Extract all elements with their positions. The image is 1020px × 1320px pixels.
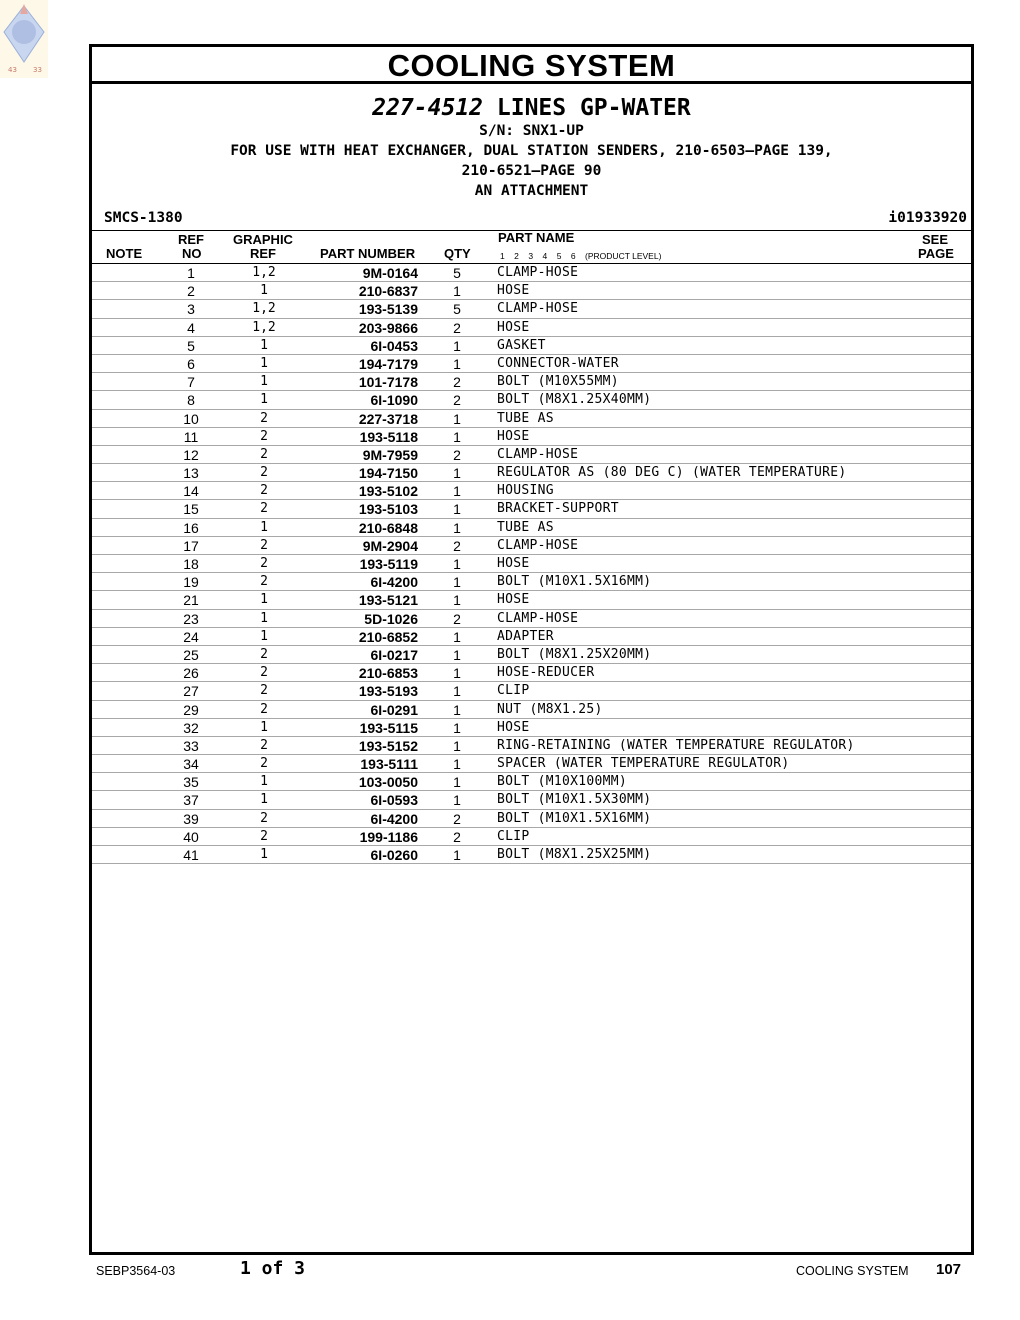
graphic-ref: 1,2: [252, 301, 276, 317]
part-name: CLAMP-HOSE: [497, 610, 579, 626]
column-headers: [92, 231, 971, 264]
graphic-ref: 2: [260, 537, 268, 553]
graphic-ref: 2: [260, 556, 268, 571]
table-row: [92, 519, 971, 537]
usage-note-line-2: 210-6521—PAGE 90: [461, 163, 602, 179]
table-row: [92, 428, 971, 446]
graphic-ref: 2: [260, 683, 268, 699]
ref-no: 24: [183, 628, 199, 645]
ref-no: 40: [183, 828, 199, 845]
part-name: HOSE-REDUCER: [497, 665, 595, 681]
col-note: NOTE: [106, 246, 143, 261]
part-number: 193-5111: [360, 756, 418, 773]
table-row: [92, 573, 971, 591]
graphic-ref: 1,2: [252, 319, 276, 335]
graphic-ref: 1: [260, 719, 268, 735]
part-number: 6I-1090: [370, 392, 418, 409]
part-number: 6I-0291: [370, 701, 418, 718]
table-row: [92, 719, 971, 737]
ref-no: 37: [183, 792, 199, 809]
table-row: [92, 282, 971, 300]
quantity: 2: [453, 319, 461, 336]
ref-no: 21: [183, 592, 199, 609]
part-number: 193-5152: [358, 737, 418, 754]
graphic-ref: 2: [260, 501, 268, 517]
part-name: RING-RETAINING (WATER TEMPERATURE REGULATOR): [497, 737, 855, 753]
ref-no: 14: [183, 483, 199, 500]
part-name: HOUSING: [497, 483, 554, 499]
quantity: 1: [453, 483, 461, 500]
part-number: 9M-0164: [362, 265, 418, 281]
table-row: [92, 464, 971, 482]
quantity: 1: [453, 737, 461, 754]
part-name: TUBE AS: [497, 410, 554, 426]
quantity: 1: [453, 428, 461, 445]
quantity: 1: [453, 683, 461, 700]
quantity: 2: [453, 610, 461, 627]
quantity: 1: [453, 410, 461, 427]
quantity: 2: [453, 374, 461, 391]
page-number: 107: [936, 1261, 962, 1278]
graphic-ref: 1: [260, 355, 268, 371]
col-see-top: SEE: [922, 232, 949, 247]
quantity: 5: [453, 265, 461, 281]
part-name: HOSE: [497, 592, 530, 608]
quantity: 1: [453, 719, 461, 736]
part-name: CLAMP-HOSE: [497, 301, 579, 317]
col-part-number: PART NUMBER: [320, 246, 416, 261]
part-number: 6I-0593: [370, 792, 418, 809]
part-number: 210-6853: [358, 665, 418, 682]
usage-note-line-1: FOR USE WITH HEAT EXCHANGER, DUAL STATION SENDERS, 210-6503—PAGE 139,: [230, 143, 833, 159]
part-name: BOLT (M10X1.5X30MM): [497, 792, 652, 808]
graphic-ref: 2: [260, 410, 268, 426]
quantity: 1: [453, 756, 461, 773]
quantity: 1: [453, 574, 461, 591]
part-number: 210-6837: [358, 283, 418, 300]
part-number: 193-5139: [358, 301, 418, 318]
ref-no: 5: [187, 337, 195, 354]
ref-no: 26: [183, 665, 199, 682]
part-name: HOSE: [497, 319, 530, 335]
ref-no: 17: [183, 537, 199, 554]
table-row: [92, 410, 971, 428]
table-row: [92, 373, 971, 391]
ref-no: 3: [187, 301, 195, 318]
part-number: 194-7179: [358, 355, 418, 372]
graphic-ref: 1: [260, 337, 268, 353]
part-name: CLIP: [497, 683, 530, 699]
ref-no: 41: [183, 847, 199, 863]
graphic-ref: 2: [260, 574, 268, 590]
ref-no: 35: [183, 774, 199, 791]
col-graphic-top: GRAPHIC: [233, 232, 293, 247]
page-title: COOLING SYSTEM: [92, 47, 971, 84]
ref-no: 16: [183, 519, 199, 536]
part-name: BOLT (M10X1.5X16MM): [497, 574, 652, 590]
quantity: 1: [453, 628, 461, 645]
group-header: [92, 84, 971, 231]
quantity: 1: [453, 337, 461, 354]
part-number: 193-5121: [358, 592, 418, 609]
ref-no: 19: [183, 574, 199, 591]
part-number: 193-5103: [358, 501, 418, 518]
part-number: 194-7150: [358, 465, 418, 482]
quantity: 1: [453, 774, 461, 791]
quantity: 1: [453, 646, 461, 663]
part-number: 210-6848: [358, 519, 418, 536]
col-part-name: PART NAME: [498, 230, 575, 245]
ref-no: 13: [183, 465, 199, 482]
part-number: 6I-0453: [370, 337, 418, 354]
table-row: [92, 482, 971, 500]
quantity: 1: [453, 465, 461, 482]
graphic-ref: 1: [260, 283, 268, 299]
table-row: [92, 755, 971, 773]
quantity: 5: [453, 301, 461, 318]
part-number: 210-6852: [358, 628, 418, 645]
graphic-ref: 1: [260, 628, 268, 644]
quantity: 1: [453, 665, 461, 682]
ref-no: 25: [183, 646, 199, 663]
graphic-ref: 2: [260, 483, 268, 499]
part-number: 9M-2904: [362, 537, 418, 554]
part-name: NUT (M8X1.25): [497, 701, 603, 717]
table-row: [92, 664, 971, 682]
graphic-ref: 2: [260, 465, 268, 481]
graphic-ref: 2: [260, 828, 268, 844]
part-number: 101-7178: [358, 374, 418, 391]
graphic-ref: 1: [260, 392, 268, 408]
quantity: 1: [453, 592, 461, 609]
table-row: [92, 337, 971, 355]
part-name: BOLT (M10X55MM): [497, 374, 619, 390]
logo-number-right: 33: [33, 66, 42, 74]
part-name: CLAMP-HOSE: [497, 265, 579, 280]
part-number: 193-5102: [358, 483, 418, 500]
part-number: 193-5119: [359, 556, 418, 572]
ref-no: 32: [183, 719, 199, 736]
graphic-ref: 2: [260, 665, 268, 681]
ref-no: 12: [183, 446, 199, 463]
part-number: 6I-4200: [370, 810, 418, 827]
quantity: 2: [453, 537, 461, 554]
part-name: GASKET: [497, 337, 546, 353]
quantity: 2: [453, 392, 461, 409]
table-row: [92, 737, 971, 755]
document-id: SEBP3564-03: [96, 1264, 176, 1278]
ref-no: 7: [187, 374, 195, 391]
page-footer: [0, 1258, 1020, 1288]
table-row: [92, 446, 971, 464]
quantity: 1: [453, 355, 461, 372]
quantity: 1: [453, 519, 461, 536]
graphic-ref: 1: [260, 374, 268, 390]
part-name: CLIP: [497, 828, 530, 844]
company-logo: [0, 0, 48, 78]
table-row: [92, 701, 971, 719]
part-name: HOSE: [497, 283, 530, 299]
part-name: HOSE: [497, 556, 530, 571]
smcs-code: SMCS-1380: [104, 210, 183, 226]
part-number: 227-3718: [358, 410, 418, 427]
ref-no: 10: [183, 410, 199, 427]
parts-list: [92, 264, 971, 864]
graphic-ref: 2: [260, 446, 268, 462]
graphic-ref: 1: [260, 792, 268, 808]
part-name: BOLT (M8X1.25X40MM): [497, 392, 652, 408]
table-row: [92, 300, 971, 318]
quantity: 1: [453, 556, 461, 572]
col-product-levels: 1 2 3 4 5 6 (PRODUCT LEVEL): [500, 251, 662, 261]
table-row: [92, 610, 971, 628]
part-name: SPACER (WATER TEMPERATURE REGULATOR): [497, 756, 790, 772]
part-name: ADAPTER: [497, 628, 554, 644]
graphic-ref: 1: [260, 847, 268, 862]
table-row: [92, 355, 971, 373]
table-row: [92, 591, 971, 609]
table-row: [92, 810, 971, 828]
part-number: 5D-1026: [364, 610, 418, 627]
graphic-ref: 2: [260, 701, 268, 717]
ref-no: 34: [183, 756, 199, 773]
ref-no: 39: [183, 810, 199, 827]
quantity: 2: [453, 828, 461, 845]
quantity: 1: [453, 701, 461, 718]
graphic-ref: 2: [260, 428, 268, 444]
part-number: 193-5115: [359, 719, 418, 736]
table-row: [92, 682, 971, 700]
table-row: [92, 537, 971, 555]
col-qty: QTY: [444, 246, 471, 261]
part-name: TUBE AS: [497, 519, 554, 535]
ref-no: 23: [183, 610, 199, 627]
quantity: 2: [453, 446, 461, 463]
part-name: REGULATOR AS (80 DEG C) (WATER TEMPERATURE): [497, 465, 847, 481]
part-name: HOSE: [497, 719, 530, 735]
ref-no: 4: [187, 319, 195, 336]
parts-page-frame: [89, 44, 974, 1255]
part-number: 203-9866: [358, 319, 418, 336]
page-of: 1 of 3: [240, 1258, 306, 1279]
table-row: [92, 391, 971, 409]
ref-no: 1: [187, 265, 195, 281]
part-name: BRACKET-SUPPORT: [497, 501, 619, 517]
part-number: 193-5118: [359, 428, 418, 445]
col-graphic-bottom: REF: [250, 246, 276, 261]
part-number: 199-1186: [359, 828, 418, 845]
quantity: 1: [453, 283, 461, 300]
quantity: 1: [453, 847, 461, 863]
part-number: 193-5193: [358, 683, 418, 700]
part-name: CLAMP-HOSE: [497, 446, 579, 462]
table-row: [92, 500, 971, 518]
ref-no: 29: [183, 701, 199, 718]
ref-no: 6: [187, 355, 195, 372]
part-name: CLAMP-HOSE: [497, 537, 579, 553]
illustration-id: i01933920: [888, 210, 967, 226]
table-row: [92, 628, 971, 646]
graphic-ref: 2: [260, 756, 268, 772]
quantity: 1: [453, 792, 461, 809]
part-name: HOSE: [497, 428, 530, 444]
table-row: [92, 773, 971, 791]
group-part-name: LINES GP-WATER: [496, 95, 691, 121]
ref-no: 33: [183, 737, 199, 754]
ref-no: 2: [187, 283, 195, 300]
col-ref-bottom: NO: [182, 246, 202, 261]
group-title: [92, 94, 971, 122]
table-row: [92, 646, 971, 664]
graphic-ref: 1: [260, 774, 268, 790]
quantity: 1: [453, 501, 461, 518]
ref-no: 11: [183, 428, 199, 445]
ref-no: 18: [183, 556, 199, 572]
table-row: [92, 555, 971, 573]
ref-no: 8: [187, 392, 195, 409]
graphic-ref: 2: [260, 646, 268, 662]
graphic-ref: 1,2: [252, 265, 276, 280]
ref-no: 27: [183, 683, 199, 700]
col-ref-top: REF: [178, 232, 204, 247]
table-row: [92, 846, 971, 864]
table-row: [92, 319, 971, 337]
graphic-ref: 2: [260, 810, 268, 826]
table-row: [92, 828, 971, 846]
graphic-ref: 1: [260, 592, 268, 608]
part-number: 6I-0260: [370, 847, 418, 863]
group-part-number: 227-4512: [372, 95, 484, 121]
ref-no: 15: [183, 501, 199, 518]
col-see-bottom: PAGE: [918, 246, 954, 261]
graphic-ref: 1: [260, 519, 268, 535]
part-number: 9M-7959: [362, 446, 418, 463]
graphic-ref: 1: [260, 610, 268, 626]
part-number: 6I-4200: [370, 574, 418, 591]
table-row: [92, 264, 971, 282]
part-name: BOLT (M8X1.25X20MM): [497, 646, 652, 662]
footer-section: COOLING SYSTEM: [796, 1264, 909, 1278]
part-number: 103-0050: [358, 774, 418, 791]
part-name: BOLT (M10X100MM): [497, 774, 628, 790]
quantity: 2: [453, 810, 461, 827]
part-name: CONNECTOR-WATER: [497, 355, 619, 371]
part-name: BOLT (M10X1.5X16MM): [497, 810, 652, 826]
part-name: BOLT (M8X1.25X25MM): [497, 847, 652, 862]
table-row: [92, 791, 971, 809]
graphic-ref: 2: [260, 737, 268, 753]
logo-number-left: 43: [8, 66, 17, 74]
part-number: 6I-0217: [370, 646, 418, 663]
usage-note-line-3: AN ATTACHMENT: [474, 183, 589, 199]
serial-range: S/N: SNX1-UP: [479, 123, 584, 139]
